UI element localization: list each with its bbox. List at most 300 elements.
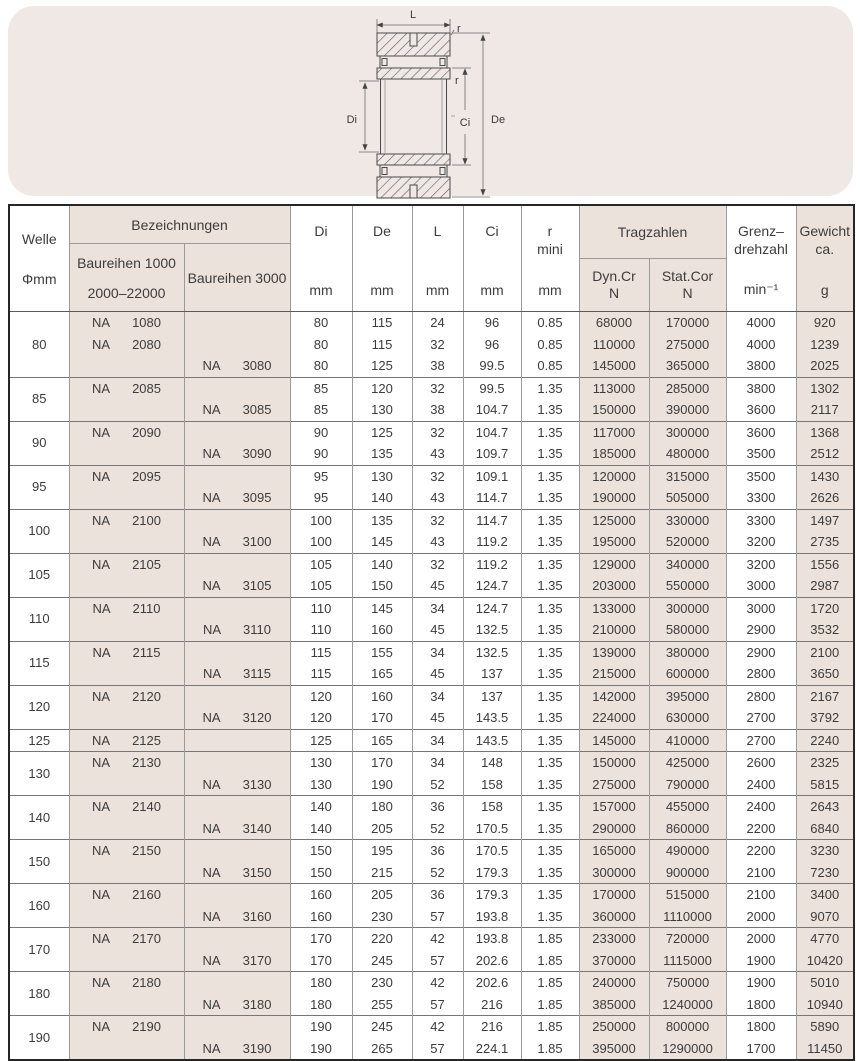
r-mini-cell: 0.85 — [521, 312, 579, 334]
welle-cell: 90 — [9, 421, 69, 465]
weight-cell: 6840 — [796, 818, 854, 840]
stat-load-cell: 860000 — [649, 818, 726, 840]
weight-cell: 2025 — [796, 355, 854, 377]
di-cell: 190 — [290, 1038, 352, 1061]
weight-cell: 7230 — [796, 862, 854, 884]
di-cell: 130 — [290, 774, 352, 796]
dyn-load-cell: 142000 — [579, 685, 649, 707]
speed-limit-cell: 2400 — [726, 774, 796, 796]
r-mini-cell: 1.85 — [521, 1016, 579, 1038]
designation-number: 2180 — [132, 975, 161, 990]
welle-cell: 80 — [9, 312, 69, 378]
dyn-load-cell: 129000 — [579, 553, 649, 575]
designation-prefix: NA — [202, 622, 222, 637]
table-row — [9, 707, 854, 729]
designation-prefix: NA — [92, 315, 111, 330]
l-cell: 52 — [412, 818, 463, 840]
stat-load-cell: 315000 — [649, 465, 726, 487]
weight-cell: 3230 — [796, 840, 854, 862]
weight-cell: 2240 — [796, 729, 854, 752]
de-label: De — [373, 223, 391, 239]
designation-number: 3115 — [243, 666, 272, 681]
di-cell: 100 — [290, 531, 352, 553]
di-cell: 120 — [290, 707, 352, 729]
l-cell: 52 — [412, 774, 463, 796]
dyn-load-cell: 190000 — [579, 487, 649, 509]
welle-cell: 180 — [9, 972, 69, 1016]
designation-1000-cell — [69, 531, 184, 553]
l-cell: 34 — [412, 597, 463, 619]
di-cell: 120 — [290, 685, 352, 707]
weight-cell: 1368 — [796, 421, 854, 443]
r-label: r — [547, 223, 553, 239]
ci-cell: 216 — [463, 1016, 521, 1038]
speed-limit-cell: 2100 — [726, 862, 796, 884]
welle-cell: 190 — [9, 1016, 69, 1061]
col-header-stat-cor — [650, 259, 726, 311]
table-row — [9, 752, 854, 774]
dyn-load-cell: 290000 — [579, 818, 649, 840]
weight-cell: 11450 — [796, 1038, 854, 1061]
r-mini-cell: 1.35 — [521, 553, 579, 575]
ci-cell: 99.5 — [463, 355, 521, 377]
stat-load-cell: 340000 — [649, 553, 726, 575]
dyn-load-cell: 120000 — [579, 465, 649, 487]
table-row — [9, 399, 854, 421]
ci-cell: 132.5 — [463, 619, 521, 641]
weight-cell: 2167 — [796, 685, 854, 707]
col-header-ci — [463, 205, 521, 312]
dyn-load-cell: 195000 — [579, 531, 649, 553]
de-cell: 160 — [352, 619, 412, 641]
l-cell: 34 — [412, 729, 463, 752]
l-cell: 34 — [412, 685, 463, 707]
l-cell: 43 — [412, 487, 463, 509]
weight-cell: 10940 — [796, 994, 854, 1016]
designation-prefix: NA — [92, 556, 111, 572]
designation-1000-cell — [69, 421, 184, 443]
table-row — [9, 531, 854, 553]
stat-load-cell: 490000 — [649, 840, 726, 862]
designation-1000-cell — [69, 818, 184, 840]
ci-cell: 124.7 — [463, 597, 521, 619]
dyn-load-cell: 385000 — [579, 994, 649, 1016]
table-row — [9, 906, 854, 928]
l-unit: mm — [425, 282, 450, 298]
table-row — [9, 575, 854, 597]
de-cell: 265 — [352, 1038, 412, 1061]
de-cell: 125 — [352, 355, 412, 377]
designation-prefix: NA — [92, 887, 111, 902]
weight-cell: 4770 — [796, 928, 854, 950]
weight-cell: 3400 — [796, 884, 854, 906]
r-mini-cell: 1.85 — [521, 928, 579, 950]
designation-prefix: NA — [202, 578, 221, 593]
weight-cell: 2626 — [796, 487, 854, 509]
ci-cell: 202.6 — [463, 950, 521, 972]
r-mini-cell: 1.35 — [521, 575, 579, 597]
designation-number: 2160 — [132, 887, 161, 902]
stat-load-cell: 1240000 — [649, 994, 726, 1016]
de-cell: 195 — [352, 840, 412, 862]
ci-cell: 109.7 — [463, 443, 521, 465]
l-cell: 57 — [412, 906, 463, 928]
designation-1000-cell — [69, 487, 184, 509]
ci-cell: 114.7 — [463, 487, 521, 509]
stat-load-cell: 380000 — [649, 641, 726, 663]
designation-1000-cell — [69, 950, 184, 972]
speed-limit-cell: 1700 — [726, 1038, 796, 1061]
ci-cell: 179.3 — [463, 884, 521, 906]
weight-cell: 3792 — [796, 707, 854, 729]
dyn-load-cell: 145000 — [579, 729, 649, 752]
stat-load-cell: 390000 — [649, 399, 726, 421]
l-cell: 43 — [412, 531, 463, 553]
dim-label-r-mid: r — [455, 75, 459, 87]
designation-number: 3095 — [242, 490, 272, 505]
l-cell: 43 — [412, 443, 463, 465]
r-mini-cell: 1.35 — [521, 729, 579, 752]
speed-limit-cell: 3200 — [726, 531, 796, 553]
r-mini-cell: 1.35 — [521, 663, 579, 685]
l-cell: 34 — [412, 641, 463, 663]
speed-limit-cell: 3300 — [726, 487, 796, 509]
di-cell: 105 — [290, 575, 352, 597]
designation-1000-cell — [69, 312, 184, 334]
designation-3000-cell — [184, 1038, 290, 1061]
stat-load-cell: 600000 — [649, 663, 726, 685]
designation-1000-cell — [69, 553, 184, 575]
l-cell: 57 — [412, 950, 463, 972]
di-cell: 90 — [290, 443, 352, 465]
designation-1000-cell — [69, 355, 184, 377]
di-cell: 150 — [290, 840, 352, 862]
weight-cell: 1302 — [796, 377, 854, 399]
designation-3000-cell — [184, 707, 290, 729]
weight-cell: 1430 — [796, 465, 854, 487]
weight-cell: 1720 — [796, 597, 854, 619]
stat-load-cell: 410000 — [649, 729, 726, 752]
de-cell: 230 — [352, 972, 412, 994]
table-row — [9, 663, 854, 685]
designation-1000-cell — [69, 840, 184, 862]
ci-cell: 124.7 — [463, 575, 521, 597]
r-mini-cell: 1.35 — [521, 818, 579, 840]
table-row — [9, 465, 854, 487]
r-mini-cell: 1.35 — [521, 597, 579, 619]
de-cell: 145 — [352, 597, 412, 619]
table-row — [9, 597, 854, 619]
di-cell: 140 — [290, 796, 352, 818]
r-mini-cell: 1.35 — [521, 443, 579, 465]
dim-label-L: L — [409, 9, 417, 21]
stat-load-cell: 800000 — [649, 1016, 726, 1038]
de-cell: 205 — [352, 818, 412, 840]
weight-cell: 5010 — [796, 972, 854, 994]
table-row — [9, 796, 854, 818]
col-header-bezeichnungen — [69, 205, 290, 312]
dyn-load-cell: 150000 — [579, 399, 649, 421]
welle-cell: 150 — [9, 840, 69, 884]
ci-cell: 119.2 — [463, 531, 521, 553]
de-cell: 115 — [352, 312, 412, 334]
designation-1000-cell — [69, 509, 184, 531]
speed-limit-cell: 3200 — [726, 553, 796, 575]
stat-load-cell: 455000 — [649, 796, 726, 818]
designation-1000-cell — [69, 928, 184, 950]
speed-limit-cell: 4000 — [726, 312, 796, 334]
table-row — [9, 509, 854, 531]
col-header-de — [352, 205, 412, 312]
designation-3000-cell — [184, 443, 290, 465]
r-mini-cell: 1.35 — [521, 685, 579, 707]
designation-1000-cell — [69, 1038, 184, 1061]
ci-cell: 224.1 — [463, 1038, 521, 1061]
l-cell: 36 — [412, 840, 463, 862]
stat-cor-label: Stat.Cor — [661, 267, 714, 284]
r-mini-cell: 0.85 — [521, 355, 579, 377]
weight-cell: 2987 — [796, 575, 854, 597]
dyn-load-cell: 110000 — [579, 334, 649, 356]
r-mini-cell: 1.35 — [521, 399, 579, 421]
designation-prefix: NA — [202, 996, 221, 1012]
designation-1000-cell — [69, 729, 184, 752]
weight-cell: 5815 — [796, 774, 854, 796]
table-row — [9, 928, 854, 950]
ci-cell: 170.5 — [463, 840, 521, 862]
designation-3000-cell — [184, 994, 290, 1016]
dyn-load-cell: 139000 — [579, 641, 649, 663]
de-cell: 245 — [352, 950, 412, 972]
speed-limit-cell: 2700 — [726, 729, 796, 752]
designation-1000-cell — [69, 862, 184, 884]
designation-3000-cell — [184, 972, 290, 994]
de-cell: 255 — [352, 994, 412, 1016]
dyn-load-cell: 395000 — [579, 1038, 649, 1061]
ci-label: Ci — [485, 223, 499, 239]
welle-cell: 160 — [9, 884, 69, 928]
r-mini-cell: 1.35 — [521, 421, 579, 443]
col-header-welle — [9, 205, 69, 312]
ci-cell: 137 — [463, 685, 521, 707]
table-row — [9, 774, 854, 796]
ci-cell: 114.7 — [463, 509, 521, 531]
table-row — [9, 729, 854, 752]
weight-cell: 2735 — [796, 531, 854, 553]
l-cell: 45 — [412, 663, 463, 685]
designation-number: 3110 — [243, 622, 272, 637]
speed-limit-cell: 3000 — [726, 575, 796, 597]
designation-prefix: NA — [92, 799, 111, 814]
designation-1000-cell — [69, 597, 184, 619]
bearing-cross-section-drawing — [8, 6, 853, 202]
table-row — [9, 641, 854, 663]
weight-cell: 5890 — [796, 1016, 854, 1038]
de-cell: 140 — [352, 487, 412, 509]
di-cell: 150 — [290, 862, 352, 884]
dim-label-Ci: Ci — [459, 117, 471, 129]
designation-prefix: NA — [92, 975, 111, 990]
dyn-load-cell: 185000 — [579, 443, 649, 465]
dyn-load-cell: 250000 — [579, 1016, 649, 1038]
weight-cell: 2325 — [796, 752, 854, 774]
di-label: Di — [314, 223, 328, 239]
designation-number: 2120 — [132, 688, 161, 704]
designation-prefix: NA — [92, 512, 111, 528]
designation-number: 2100 — [132, 512, 161, 528]
table-row — [9, 884, 854, 906]
speed-limit-cell: 2600 — [726, 752, 796, 774]
ci-unit: mm — [480, 282, 504, 298]
designation-3000-cell — [184, 906, 290, 928]
designation-prefix: NA — [202, 446, 221, 461]
col-header-l — [412, 205, 463, 312]
tragzahlen-label: Tragzahlen — [580, 206, 726, 259]
designation-number: 3180 — [242, 996, 272, 1012]
designation-1000-cell — [69, 465, 184, 487]
table-row — [9, 862, 854, 884]
designation-1000-cell — [69, 377, 184, 399]
dim-label-De: De — [491, 114, 506, 126]
welle-cell: 170 — [9, 928, 69, 972]
weight-cell: 2117 — [796, 399, 854, 421]
ci-cell: 143.5 — [463, 729, 521, 752]
welle-cell: 100 — [9, 509, 69, 553]
l-cell: 42 — [412, 928, 463, 950]
designation-number: 2090 — [132, 424, 161, 440]
welle-cell: 115 — [9, 641, 69, 685]
col-header-baureihen-3000: Baureihen 3000 — [187, 269, 287, 286]
designation-3000-cell — [184, 509, 290, 531]
di-cell: 115 — [290, 641, 352, 663]
bearing-data-table — [8, 204, 855, 1061]
di-cell: 105 — [290, 553, 352, 575]
ci-cell: 158 — [463, 796, 521, 818]
di-cell: 130 — [290, 752, 352, 774]
di-cell: 170 — [290, 950, 352, 972]
ci-cell: 119.2 — [463, 553, 521, 575]
designation-3000-cell — [184, 597, 290, 619]
di-cell: 140 — [290, 818, 352, 840]
table-row — [9, 334, 854, 356]
de-cell: 170 — [352, 752, 412, 774]
designation-3000-cell — [184, 796, 290, 818]
de-cell: 130 — [352, 465, 412, 487]
weight-cell: 9070 — [796, 906, 854, 928]
designation-3000-cell — [184, 619, 290, 641]
stat-load-cell: 505000 — [649, 487, 726, 509]
weight-cell: 3650 — [796, 663, 854, 685]
ci-cell: 99.5 — [463, 377, 521, 399]
table-row — [9, 355, 854, 377]
de-cell: 130 — [352, 399, 412, 421]
speed-limit-cell: 3300 — [726, 509, 796, 531]
speed-limit-cell: 2200 — [726, 840, 796, 862]
r-mini-cell: 1.35 — [521, 796, 579, 818]
speed-limit-cell: 2700 — [726, 707, 796, 729]
speed-limit-cell: 2900 — [726, 619, 796, 641]
dyn-load-cell: 165000 — [579, 840, 649, 862]
ci-cell: 193.8 — [463, 906, 521, 928]
designation-3000-cell — [184, 884, 290, 906]
dyn-load-cell: 113000 — [579, 377, 649, 399]
designation-3000-cell — [184, 840, 290, 862]
designation-prefix: NA — [92, 380, 111, 396]
designation-1000-cell — [69, 906, 184, 928]
de-cell: 160 — [352, 685, 412, 707]
de-cell: 155 — [352, 641, 412, 663]
stat-load-cell: 285000 — [649, 377, 726, 399]
speed-limit-cell: 3500 — [726, 465, 796, 487]
designation-number: 3130 — [242, 776, 272, 792]
speed-limit-cell: 4000 — [726, 334, 796, 356]
designation-number: 3090 — [242, 446, 272, 461]
designation-number: 2140 — [132, 799, 161, 814]
designation-1000-cell — [69, 774, 184, 796]
dyn-load-cell: 300000 — [579, 862, 649, 884]
stat-cor-unit: N — [682, 285, 693, 301]
designation-3000-cell — [184, 334, 290, 356]
r-mini-cell: 1.35 — [521, 707, 579, 729]
designation-number: 2095 — [132, 468, 161, 484]
weight-cell: 1497 — [796, 509, 854, 531]
l-cell: 32 — [412, 421, 463, 443]
l-cell: 36 — [412, 884, 463, 906]
designation-3000-cell — [184, 1016, 290, 1038]
designation-number: 3190 — [242, 1040, 272, 1056]
designation-number: 2085 — [132, 380, 161, 396]
designation-3000-cell — [184, 752, 290, 774]
table-row — [9, 421, 854, 443]
r-mini-cell: 1.35 — [521, 531, 579, 553]
r-mini-cell: 1.85 — [521, 994, 579, 1016]
r-mini-cell: 1.35 — [521, 619, 579, 641]
l-cell: 45 — [412, 707, 463, 729]
de-cell: 165 — [352, 663, 412, 685]
speed-limit-cell: 3800 — [726, 377, 796, 399]
table-row — [9, 312, 854, 334]
de-cell: 180 — [352, 796, 412, 818]
designation-1000-cell — [69, 443, 184, 465]
r-mini-cell: 1.85 — [521, 1038, 579, 1061]
designation-1000-cell — [69, 994, 184, 1016]
l-cell: 32 — [412, 465, 463, 487]
designation-prefix: NA — [202, 820, 221, 836]
stat-load-cell: 275000 — [649, 334, 726, 356]
weight-cell: 920 — [796, 312, 854, 334]
designation-1000-cell — [69, 575, 184, 597]
table-row — [9, 619, 854, 641]
stat-load-cell: 170000 — [649, 312, 726, 334]
designation-number: 1080 — [132, 315, 161, 330]
designation-prefix: NA — [202, 534, 221, 549]
designation-1000-cell — [69, 972, 184, 994]
designation-number: 3170 — [242, 952, 272, 968]
col-header-tragzahlen — [579, 205, 726, 312]
di-cell: 90 — [290, 421, 352, 443]
welle-cell: 110 — [9, 597, 69, 641]
designation-1000-cell — [69, 796, 184, 818]
ci-cell: 132.5 — [463, 641, 521, 663]
l-cell: 34 — [412, 752, 463, 774]
de-cell: 245 — [352, 1016, 412, 1038]
dyn-cr-unit: N — [608, 285, 620, 301]
table-row — [9, 1016, 854, 1038]
ci-cell: 216 — [463, 994, 521, 1016]
designation-3000-cell — [184, 950, 290, 972]
welle-cell: 140 — [9, 796, 69, 840]
col-header-dyn-cr — [580, 259, 650, 311]
